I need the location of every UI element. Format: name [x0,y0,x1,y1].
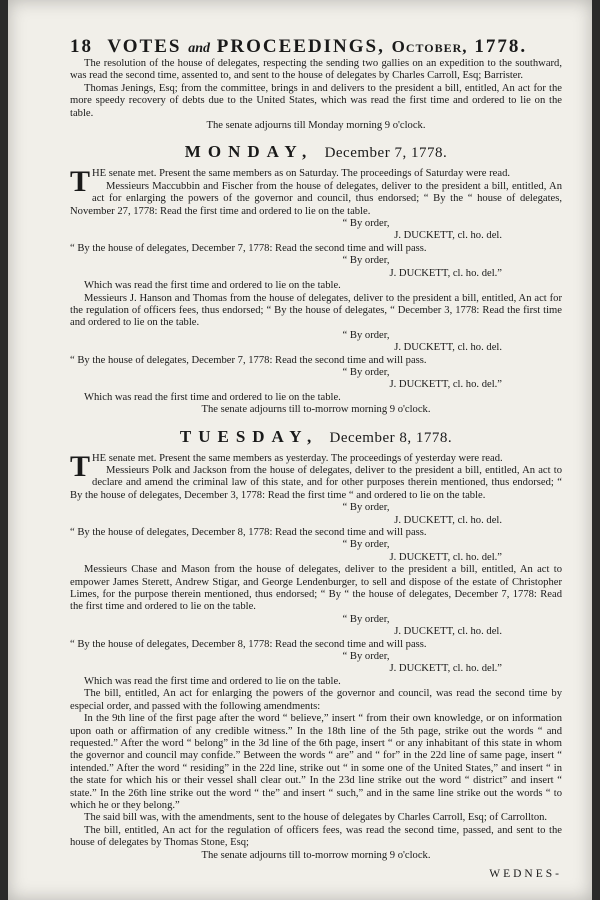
tuesday-bill-criminal: Messieurs Polk and Jackson from the house of delegates, deliver to the president a bill, entitled, An act to declare and amend the criminal law of this state, and for other purposes therein mentioned, thus endorsed; “ By the house of delegates, December 3, 1778: Read the first time “ and ordered to lie on the table. [70,464,562,501]
tuesday-second-reading: The bill, entitled, An act for enlarging the powers of the governor and council, was read the second time by especial order, and passed with the following amendments: [70,688,562,712]
tuesday-order-4: “ By order, [342,651,390,663]
header-title-and: and [188,41,211,56]
tuesday-fees-passed: The bill, entitled, An act for the regulation of officers fees, was read the second time, passed, and sent to the house of delegates by Thomas Stone, Esq; [70,824,562,849]
monday-heading-day: MONDAY, [184,142,314,162]
monday-opening-text: HE senate met. Present the same members as on Saturday. The proceedings of Saturday were read. [92,168,511,180]
tuesday-order-1: “ By order, [342,502,390,514]
header-year: 1778. [474,36,528,57]
monday-bill-fees: Messieurs J. Hanson and Thomas from the house of delegates, deliver to the president a bill, entitled, An act for the regulation of officers fees, thus endorsed; “ By the house of delegates, “ December 3, 1778: Read the first time and ordered to lie on the table. [70,292,562,329]
tuesday-endorse-4: “ By the house of delegates, December 8, 1778: Read the second time and will pass. [70,638,427,650]
page-number: 18 [70,36,93,57]
tuesday-signature-2: J. DUCKETT, cl. ho. del.” [389,551,502,563]
tuesday-heading-day: TUESDAY, [179,426,319,446]
tuesday-signature-1: J. DUCKETT, cl. ho. del. [394,514,502,526]
monday-signature-1: J. DUCKETT, cl. ho. del. [394,230,502,242]
monday-signature-2: J. DUCKETT, cl. ho. del.” [389,267,502,279]
tuesday-opening-text: HE senate met. Present the same members as yesterday. The proceedings of yesterday were read. [92,452,503,464]
monday-order-1: “ By order, [342,218,390,230]
monday-signature-3: J. DUCKETT, cl. ho. del. [394,342,502,354]
monday-read-1: Which was read the first time and ordered to lie on the table. [84,280,341,292]
header-title-b: PROCEEDINGS, [216,36,385,57]
tuesday-order-2: “ By order, [342,539,390,551]
monday-heading-date: December 7, 1778. [324,145,448,162]
tuesday-bill-limes: Messieurs Chase and Mason from the house of delegates, deliver to the president a bill, entitled, An act to empower James Sterett, Andrew Stigar, and George Lendenburger, to sell and dispose of the estate of Christopher Limes, for the purpose therein mentioned, thus endorsed; “ By “ the house of delegates, December 7, 1778: Read the first time and ordered to lie on the table. [70,564,562,613]
tuesday-read-1: Which was read the first time and ordered to lie on the table. [84,675,341,687]
header-title-a: VOTES [107,36,182,57]
tuesday-heading [70,427,562,447]
adjourn-monday: The senate adjourns till to-morrow morning 9 o'clock. [201,404,431,416]
header-month: October, [391,37,468,56]
monday-order-3: “ By order, [342,329,390,341]
monday-heading [70,142,562,162]
tuesday-signature-3: J. DUCKETT, cl. ho. del. [394,626,502,638]
tuesday-signature-4: J. DUCKETT, cl. ho. del.” [389,663,502,675]
monday-order-2: “ By order, [342,255,390,267]
adjourn-tuesday: The senate adjourns till to-morrow morning 9 o'clock. [201,849,431,861]
monday-order-4: “ By order, [342,366,390,378]
page-content [70,36,562,880]
catchword: WEDNES- [489,867,562,880]
monday-signature-4: J. DUCKETT, cl. ho. del.” [389,379,502,391]
journal-page [8,0,592,900]
adjourn-saturday: The senate adjourns till Monday morning 9 o'clock. [206,120,426,132]
running-header [70,36,562,58]
tuesday-drop-cap: T [70,449,91,483]
monday-bill-governor: Messieurs Maccubbin and Fischer from the house of delegates, deliver to the president a bill, entitled, An act for enlarging the powers of the governor and council, thus endorsed; “ By the “ house of delegates, November 27, 1778: Read the first time and ordered to lie on the table. [70,180,562,217]
monday-drop-cap: T [70,165,91,199]
tuesday-endorse-2: “ By the house of delegates, December 8, 1778: Read the second time and will pass. [70,527,427,538]
tuesday-sent-carroll: The said bill was, with the amendments, sent to the house of delegates by Charles Carroll, Esq; of Carrollton. [84,812,548,824]
monday-endorse-2: “ By the house of delegates, December 7, 1778: Read the second time and will pass. [70,242,427,254]
tuesday-order-3: “ By order, [342,613,390,625]
monday-read-2: Which was read the first time and ordered to lie on the table. [84,391,341,403]
tuesday-heading-date: December 8, 1778. [329,429,453,446]
paragraph-gallies: The resolution of the house of delegates, respecting the sending two gallies on an expedition to the southward, was read the second time, assented to, and sent to the house of delegates by Charles Carroll, Esq; Barrister. [70,58,562,82]
paragraph-jenings: Thomas Jenings, Esq; from the committee, brings in and delivers to the president a bill, entitled, An act for the more speedy recovery of debts due to the United States, which was read the first time and ordered to lie on the table. [70,82,562,119]
monday-endorse-4: “ By the house of delegates, December 7, 1778: Read the second time and will pass. [70,354,427,366]
tuesday-amendments: In the 9th line of the first page after the word “ believe,” insert “ from their own knowledge, or on information upon oath or affirmation of any credible witness.” In the 18th line of the 5th page, strike out the words “ and requested.” After the word “ belong” in the 3d line of the 6th page, insert “ or any inhabitant of this state in whom the governor and council may confide.” Between the words “ are” and “ for” in the 22d line of same page, insert “ intended.” After the word “ residing” in the 22d line, strike out “ in some one of the United States,” and insert “ in the state for which his or their vessel shall clear out.” In the 23d line strike out the word “ district” and insert “ state.” In the 26th line strike out the word “ the” and insert “ such,” and in the same line strike out the words “ to which he or they belong.” [70,713,562,811]
